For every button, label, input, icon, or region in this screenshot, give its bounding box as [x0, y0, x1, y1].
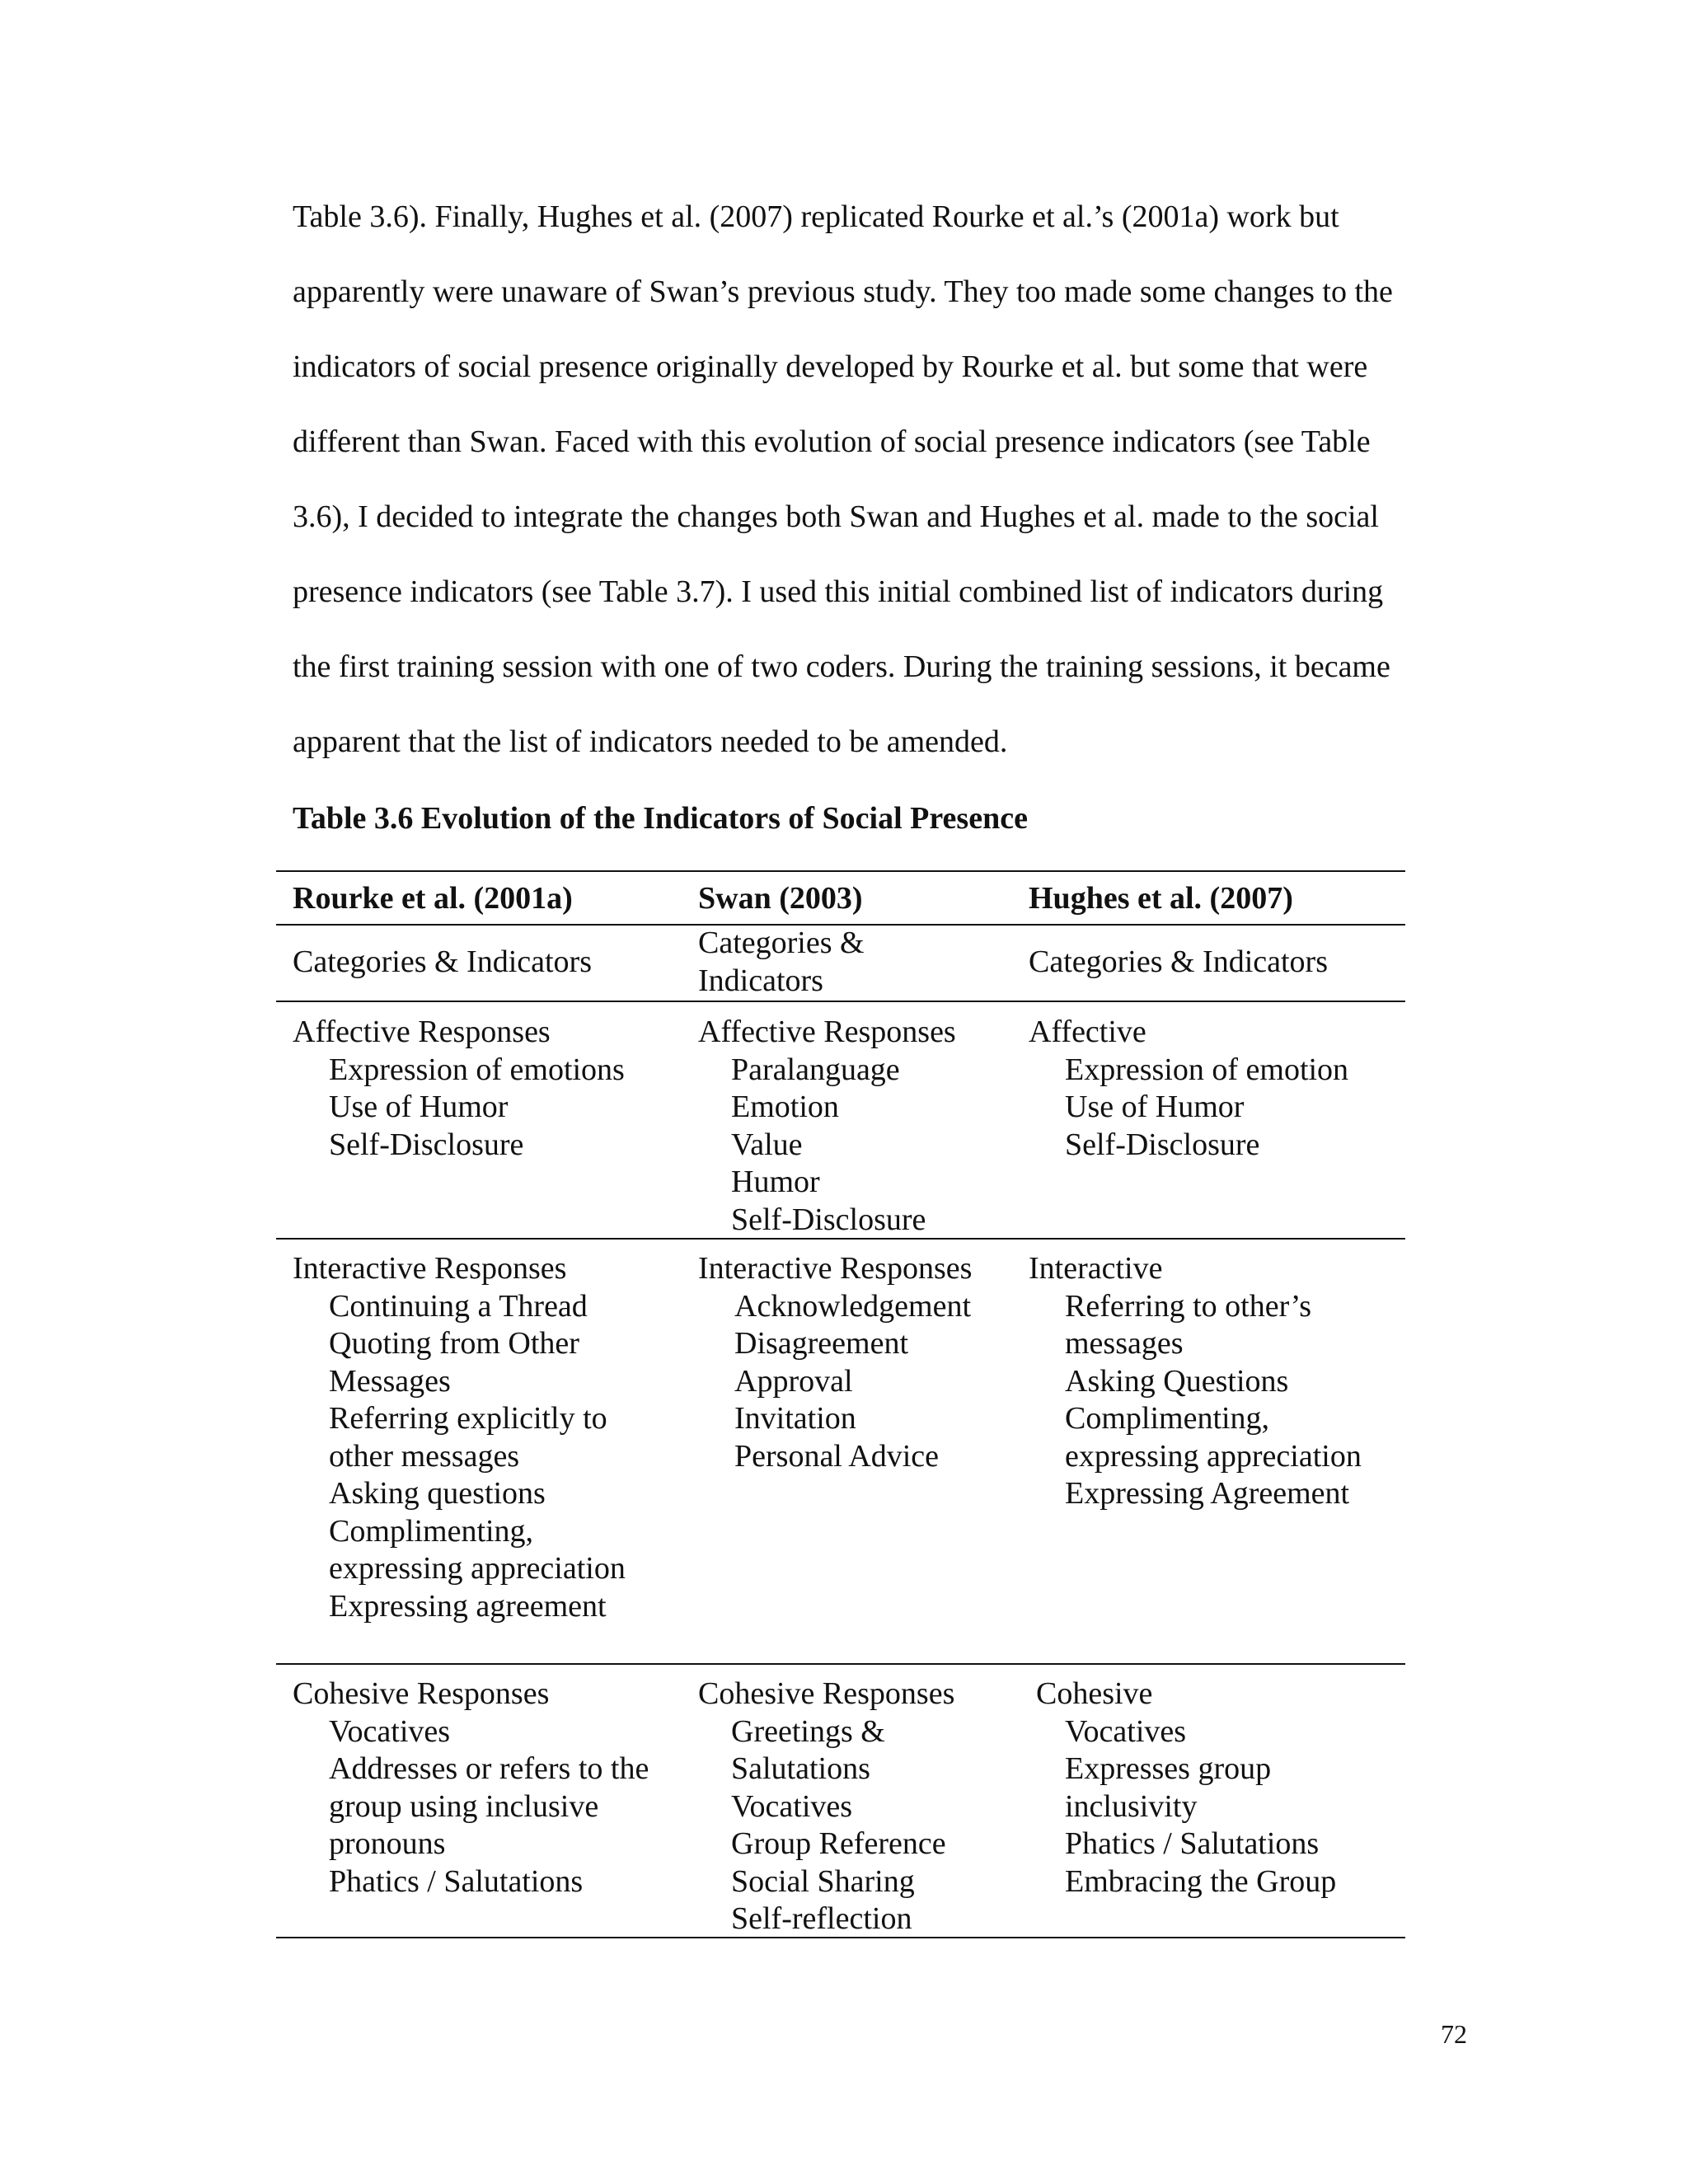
indicator: messages — [1065, 1326, 1184, 1361]
interactive-swan-cell — [698, 1250, 972, 1475]
indicator: Greetings & — [731, 1713, 885, 1749]
paragraph-line: Table 3.6). Finally, Hughes et al. (2007) replicated Rourke et al.’s (2001a) work but — [293, 199, 1339, 234]
indicator: Expressing Agreement — [1065, 1476, 1350, 1511]
indicator: Phatics / Salutations — [1065, 1826, 1320, 1861]
cohesive-swan-cell — [698, 1675, 954, 1938]
indicator: Expression of emotion — [1065, 1052, 1349, 1087]
indicator: Emotion — [731, 1090, 839, 1124]
category-label: Interactive — [1029, 1251, 1163, 1286]
category-label: Affective Responses — [293, 1015, 551, 1049]
indicator: inclusivity — [1065, 1788, 1198, 1824]
column-header-hughes: Hughes et al. (2007) — [1029, 881, 1293, 916]
indicator: Self-Disclosure — [329, 1127, 524, 1162]
indicator: expressing appreciation — [329, 1551, 626, 1586]
indicator: Self-Disclosure — [1065, 1127, 1260, 1162]
category-label: Affective — [1029, 1015, 1146, 1049]
indicator: expressing appreciation — [1065, 1438, 1362, 1474]
indicator: Use of Humor — [329, 1090, 509, 1124]
indicator: Salutations — [731, 1751, 870, 1786]
indicator: Vocatives — [731, 1788, 853, 1824]
indicator: Approval — [734, 1363, 853, 1399]
indicator: group using inclusive — [329, 1788, 599, 1824]
indicator: Acknowledgement — [734, 1288, 972, 1324]
indicator: Humor — [731, 1165, 820, 1199]
table-top-rule — [276, 870, 1405, 872]
indicator: Expression of emotions — [329, 1052, 625, 1087]
category-label: Cohesive — [1036, 1676, 1153, 1711]
subheader-swan — [698, 925, 865, 1000]
paragraph-line: 3.6), I decided to integrate the changes both Swan and Hughes et al. made to the social — [293, 499, 1379, 534]
indicator: Quoting from Other — [329, 1326, 579, 1361]
indicator: Self-reflection — [731, 1901, 912, 1936]
indicator: Phatics / Salutations — [329, 1863, 584, 1899]
paragraph-line: different than Swan. Faced with this evolution of social presence indicators (see Table — [293, 424, 1371, 459]
affective-swan-cell — [698, 1014, 956, 1239]
column-header-rourke: Rourke et al. (2001a) — [293, 881, 573, 916]
table-caption: Table 3.6 Evolution of the Indicators of Social Presence — [293, 801, 1028, 836]
indicator: Expressing agreement — [329, 1588, 607, 1624]
indicator: Invitation — [734, 1401, 856, 1436]
paragraph-line: indicators of social presence originally developed by Rourke et al. but some that were — [293, 349, 1368, 384]
subheader-rule — [276, 1001, 1405, 1002]
subheader-swan-line: Indicators — [698, 963, 823, 998]
paragraph-line: the first training session with one of two coders. During the training sessions, it became — [293, 649, 1390, 684]
indicator: other messages — [329, 1438, 520, 1474]
indicator: Asking questions — [329, 1476, 546, 1511]
cohesive-rourke-cell — [293, 1675, 649, 1900]
interactive-rourke-cell — [293, 1250, 626, 1625]
indicator: Messages — [329, 1363, 451, 1399]
indicator: Disagreement — [734, 1326, 909, 1361]
indicator: Continuing a Thread — [329, 1288, 588, 1324]
interactive-hughes-cell — [1029, 1250, 1362, 1513]
subheader-swan-line: Categories & — [698, 926, 865, 960]
indicator: Group Reference — [731, 1826, 946, 1861]
indicator: Vocatives — [1065, 1713, 1187, 1749]
indicator: Value — [731, 1127, 803, 1162]
subheader-hughes: Categories & Indicators — [1029, 944, 1329, 979]
indicator: Paralanguage — [731, 1052, 900, 1087]
subheader-rourke: Categories & Indicators — [293, 944, 593, 979]
indicator: Complimenting, — [1065, 1401, 1270, 1436]
indicator: Use of Humor — [1065, 1090, 1245, 1124]
interactive-rule — [276, 1663, 1405, 1665]
indicator: Asking Questions — [1065, 1363, 1289, 1399]
paragraph-line: presence indicators (see Table 3.7). I used this initial combined list of indicators during — [293, 574, 1384, 609]
paragraph-line: apparent that the list of indicators needed to be amended. — [293, 724, 1008, 759]
category-label: Interactive Responses — [698, 1251, 973, 1286]
body-paragraph — [293, 188, 1463, 788]
category-label: Affective Responses — [698, 1015, 956, 1049]
indicator: Referring explicitly to — [329, 1401, 607, 1436]
paragraph-line: apparently were unaware of Swan’s previous study. They too made some changes to the — [293, 274, 1393, 309]
indicator: Embracing the Group — [1065, 1863, 1337, 1899]
category-label: Cohesive Responses — [698, 1676, 955, 1711]
indicator: Self-Disclosure — [731, 1202, 926, 1237]
column-header-swan: Swan (2003) — [698, 881, 863, 916]
indicator: Social Sharing — [731, 1863, 915, 1899]
indicator: Personal Advice — [734, 1438, 940, 1474]
category-label: Interactive Responses — [293, 1251, 567, 1286]
indicator: Addresses or refers to the — [329, 1751, 649, 1786]
indicator: Referring to other’s — [1065, 1288, 1311, 1324]
affective-rourke-cell — [293, 1014, 625, 1164]
cohesive-hughes-cell — [1036, 1675, 1336, 1900]
affective-hughes-cell — [1029, 1014, 1348, 1164]
page-number: 72 — [1441, 2019, 1467, 2049]
indicator: Expresses group — [1065, 1751, 1272, 1786]
indicator: Complimenting, — [329, 1513, 534, 1549]
indicator: Vocatives — [329, 1713, 451, 1749]
category-label: Cohesive Responses — [293, 1676, 550, 1711]
indicator: pronouns — [329, 1826, 446, 1861]
